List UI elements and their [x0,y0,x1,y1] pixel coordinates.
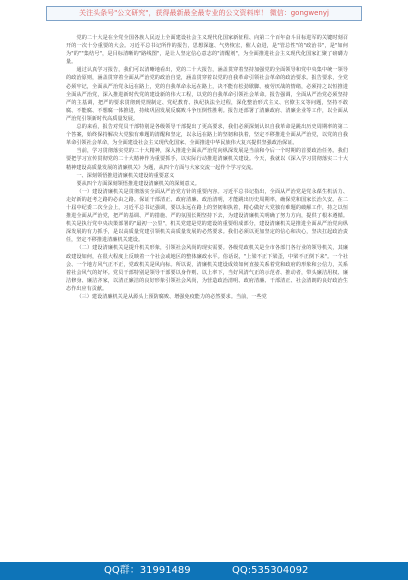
paragraph-current-task: 当前，学习贯彻落实党的二十大精神，深入推进全面从严治党向纵深发展是当前和今后一个时期的首要政治任务。我们要把学习宣传贯彻党的二十大精神作为重要抓手，以实际行动推进清廉机关建设。今天，我就以《深入学习贯彻落实二十大精神建设高质量发展的清廉机关》为题，从四个方面与大家交流一起作个学习交流。 [66,148,348,171]
paragraph-point-3: （三）建设清廉机关是从源头上预防腐败、增强免疫能力的必然要求。当前，一些党 [76,294,267,300]
banner-text: 关注头条号"公文研究"，获得最新最全最专业的公文资料库！ 微信：gongwenyj [79,9,329,17]
paragraph-section-lead: 要从四个方面深刻领悟推进建设清廉机关的深刻意义。 [76,180,200,187]
footer-qq-number: QQ:535304092 [232,565,309,576]
footer-qq-group: QQ群：31991489 [104,565,191,576]
paragraph-point-2: （二）建设清廉机关是提升机关形象，引领社会风尚的现实需要。各级党政机关是全市各部门各行业的领导机关，其廉政建设如何，在很大程度上反映着一个社会或地区的整体廉政水平。俗话说，"上梁不正下梁歪，中梁不正倒下来"。一个社会、一个地方风气正不正，党政机关是风向标。所以说，清廉机关建设成效如何直接关系着党和政府的形象和公信力，关系着社会风气的好坏。党员干部特别是领导干部要以身作则、以上率下，当好风清气正的示范者、推动者，带头廉洁用权、廉洁修身、廉洁齐家，以清正廉洁的良好形象引领社会风尚，为营造政治清明、政府清廉、干部清正、社会清朗的良好政治生态作出应有贡献。 [66,245,348,292]
paragraph-intro: 党的二十大是在全党全国各族人民迈上全面建设社会主义现代化国家新征程、向第二个百年奋斗目标进军的关键时刻召开的一次十分重要的大会。习近平总书记所作的报告，思想深邃、气势恢宏，催人奋进，是"管总性"的"政治书"，是"如何为"的""集结号"，是目标清晰的"路线图"，是让人坚定信心意志的"清醒剂"，为全面推进社会主义现代化国家汇聚了磅礴力量。 [66,35,348,66]
header-banner [46,6,362,21]
paragraph-report-summary: 通过认真学习报告，我们可以清晰地看出，党的二十大报告，涵盖贯穿着坚持加强党的全面领导和党中央集中统一领导的政治原则，涵盖贯穿着全面从严治党的政治自觉，涵盖贯穿着以党的自我革命引领社会革命的政治要求。报告要求，全党必须牢记，全面从严治党永远在路上，党的自我革命永远在路上，决不能有松劲歇脚、疲劳厌战的情绪，必须持之以恒推进全面从严治党，深入推进新时代党的建设新的伟大工程，以党的自我革命引领社会革命。报告强调，全面从严治党必须坚持严的主基调，把严的要求贯彻到党规制定、党纪教育、执纪执法全过程，深化整治形式主义、官僚主义等问题，坚持不敢腐、不能腐、不想腐一体推进，持续巩固发展反腐败斗争压倒性胜利。报告还部署了清廉政府、清廉企业等工作，以全面从严治党引领新时代高质量发展。 [66,67,348,122]
document-body [66,34,348,301]
paragraph-overview: 总的来看，报告对党员干部特别是各级领导干部提出了更高要求，我们必须深刻认识自我革命是跳出历史周期率的第二个答案，始终保持解决大党独有难题的清醒和坚定，以永远在路上的坚韧和执着，坚定不移推进全面从严治党，以党的自我革命引领社会革命，为全面建设社会主义现代化国家、全面推进中华民族伟大复兴提供坚强政治保证。 [66,124,348,147]
paragraph-point-1: （一）建设清廉机关是贯彻落实全面从严治党方针的重要内容。习近平总书记指出，全面从严治党是党永葆生机活力、走好新的赶考之路的必由之路。保证干部清正、政府清廉、政治清明，才能跳出历史周期率，确保党和国家长治久安。在二十届中纪委二次全会上，习近平总书记强调，要以永远在路上的坚韧和执着，精心做好大党独有难题的破解工作，持之以恒推进全面从严治党，把严的基调、严的措施、严的氛围长期坚持下去，为建设清廉机关明确了努力方向，提供了根本遵循。机关是执行党中央决策部署的"最初一公里"，机关党建是党的建设的重要组成部分，建设清廉机关是推进全面从严治党向纵深发展的有力抓手，是以高质量党建引领机关高质量发展的必然要求。我们必须以更加坚定的信心和决心，坚决扛起政治责任，坚定不移推进清廉机关建设。 [66,188,348,244]
footer-bar [0,562,408,580]
section-heading-1: 一、深刻领悟推进清廉机关建设的重要意义 [76,172,175,179]
